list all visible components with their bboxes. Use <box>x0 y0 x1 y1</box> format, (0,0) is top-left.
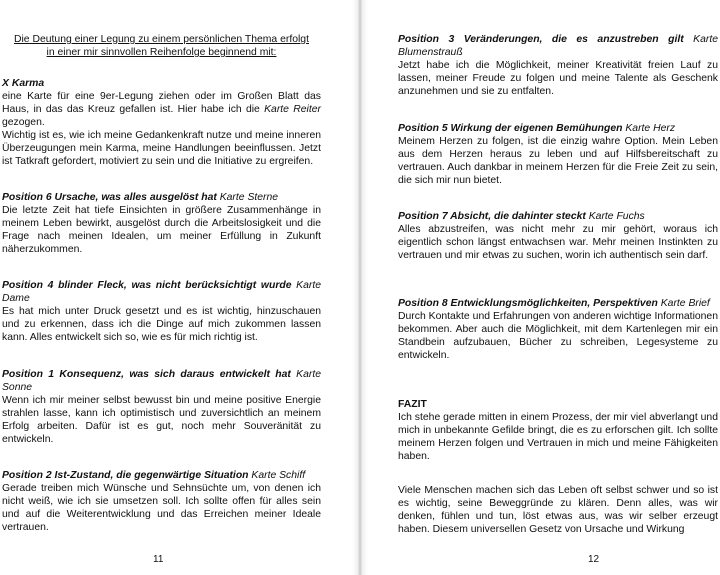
left-page <box>0 0 352 575</box>
pos1-heading: Position 1 Konsequenz, was sich daraus entwickelt hat <box>2 369 291 380</box>
pos3-text: Jetzt habe ich die Möglichkeit, meiner Kreativität freien Lauf zu lassen, meiner Freude zu folgen und meine Talente als Geschenk anzunehmen und sie zu entfalten. <box>398 60 718 97</box>
pos4-text: Es hat mich unter Druck gesetzt und es ist wichtig, hinzuschauen und zu erkennen, dass ich die Dinge auf mich zukommen lassen kann. Alles entwickelt sich so, wie es für mich richtig ist. <box>2 306 321 343</box>
pos2-card: Karte Schiff <box>251 470 306 481</box>
intro <box>2 33 321 59</box>
pos3-heading: Position 3 Veränderungen, die es anzustreben gilt <box>398 34 684 45</box>
fazit-heading: FAZIT <box>398 399 427 410</box>
pos5-card: Karte Herz <box>625 123 676 134</box>
section-karma <box>2 77 321 168</box>
section-closing <box>398 484 718 536</box>
pos7-heading: Position 7 Absicht, die dahinter steckt <box>398 211 586 222</box>
section-position-5 <box>398 122 718 187</box>
section-position-3 <box>398 33 718 98</box>
pos8-card: Karte Brief <box>660 298 710 309</box>
pos6-text: Die letzte Zeit hat tiefe Einsichten in größere Zusammenhänge in meinem Leben bewirkt, ausgelöst durch die Arbeitslosigkeit und die Frage nach meinen Idealen, um meiner Erfüllung in Zukunft näherzukommen. <box>2 205 321 255</box>
karma-card: Karte Reiter <box>264 104 321 115</box>
pos2-heading: Position 2 Ist-Zustand, die gegenwärtige Situation <box>2 470 249 481</box>
section-position-6 <box>2 191 321 256</box>
section-fazit <box>398 398 718 463</box>
intro-line-2: in einer mir sinnvollen Reihenfolge beginnend mit: <box>46 47 277 58</box>
pos7-card: Karte Fuchs <box>588 211 645 222</box>
intro-line-1: Die Deutung einer Legung zu einem persönlichen Thema erfolgt <box>14 34 309 45</box>
section-position-8 <box>398 297 718 362</box>
pos7-text: Alles abzustreifen, was nicht mehr zu mir gehört, woraus ich eigentlich schon längst entwachsen war. Mehr meinen Instinkten zu vertrauen und mir etwas zu suchen, worin ich authentisch sein darf. <box>398 224 718 261</box>
page-number-left: 11 <box>153 554 164 565</box>
right-page <box>368 0 720 575</box>
pos6-heading: Position 6 Ursache, was alles ausgelöst hat <box>2 192 217 203</box>
pos5-text: Meinem Herzen zu folgen, ist die einzig wahre Option. Mein Leben aus dem Herzen heraus zu leben und auf Hilfsbereitschaft zu vertrauen. Auch dankbar in meinem Herzen für die Freie Zeit zu sein, die sich mir nun bietet. <box>398 136 718 186</box>
fazit-text: Ich stehe gerade mitten in einem Prozess, der mir viel abverlangt und mich in unbekannte Gefilde bringt, die es zu erforschen gilt. Ich sollte meinem Herzen folgen und Vertrauen in mich und meine Fähigkeiten haben. <box>398 412 718 462</box>
karma-heading: X Karma <box>2 78 45 89</box>
pos6-card: Karte Sterne <box>219 192 279 203</box>
pos1-text: Wenn ich mir meiner selbst bewusst bin und meine positive Energie strahlen lasse, kann ich optimistisch und zuversichtlich an meinem Erfolg arbeiten. Dafür ist es gut, noch mehr Souveränität zu entwickeln. <box>2 395 321 445</box>
pos2-text: Gerade treiben mich Wünsche und Sehnsüchte um, von denen ich nicht weiß, wie ich sie umsetzen soll. Ich sollte offen für alles sein und auf die Weiterentwicklung und das Erreichen meiner Ideale vertrauen. <box>2 483 321 533</box>
pos5-heading: Position 5 Wirkung der eigenen Bemühungen <box>398 123 623 134</box>
section-position-4 <box>2 279 321 344</box>
book-spine <box>352 0 368 575</box>
karma-text-1: eine Karte für eine 9er-Legung ziehen oder im Großen Blatt das Haus, in das das Kreuz gefallen ist. Hier habe ich die <box>2 91 321 115</box>
karma-text-3: Wichtig ist es, wie ich meine Gedankenkraft nutze und meine inneren Überzeugungen mein Karma, meine Handlungen beeinflussen. Jetzt ist Tatkraft gefordert, motiviert zu sein und die Initiative zu ergreifen. <box>2 130 321 167</box>
closing-text: Viele Menschen machen sich das Leben oft selbst schwer und so ist es wichtig, seine Beweggründe zu klären. Denn alles, was wir denken, fühlen und tun, löst etwas aus, was wir selber erzeugt haben. Diesem universellen Gesetz von Ursache und Wirkung <box>398 485 718 535</box>
pos4-card: Karte Dame <box>2 280 321 304</box>
pos8-text: Durch Kontakte und Erfahrungen von anderen wichtige Informationen bekommen. Aber auch die Möglichkeit, mit dem Kartenlegen mir ein Standbein aufzubauen, Bücher zu schreiben, Legesysteme zu entwickeln. <box>398 311 718 361</box>
section-position-7 <box>398 210 718 262</box>
pos3-card: Karte Blumenstrauß <box>398 34 719 58</box>
pos8-heading: Position 8 Entwicklungsmöglichkeiten, Perspektiven <box>398 298 658 309</box>
pos4-heading: Position 4 blinder Fleck, was nicht berücksichtigt wurde <box>2 280 292 291</box>
pos1-card: Karte Sonne <box>2 369 321 393</box>
section-position-2 <box>2 469 321 534</box>
page-number-right: 12 <box>588 554 600 565</box>
karma-text-2: gezogen. <box>2 117 45 128</box>
section-position-1 <box>2 368 321 446</box>
